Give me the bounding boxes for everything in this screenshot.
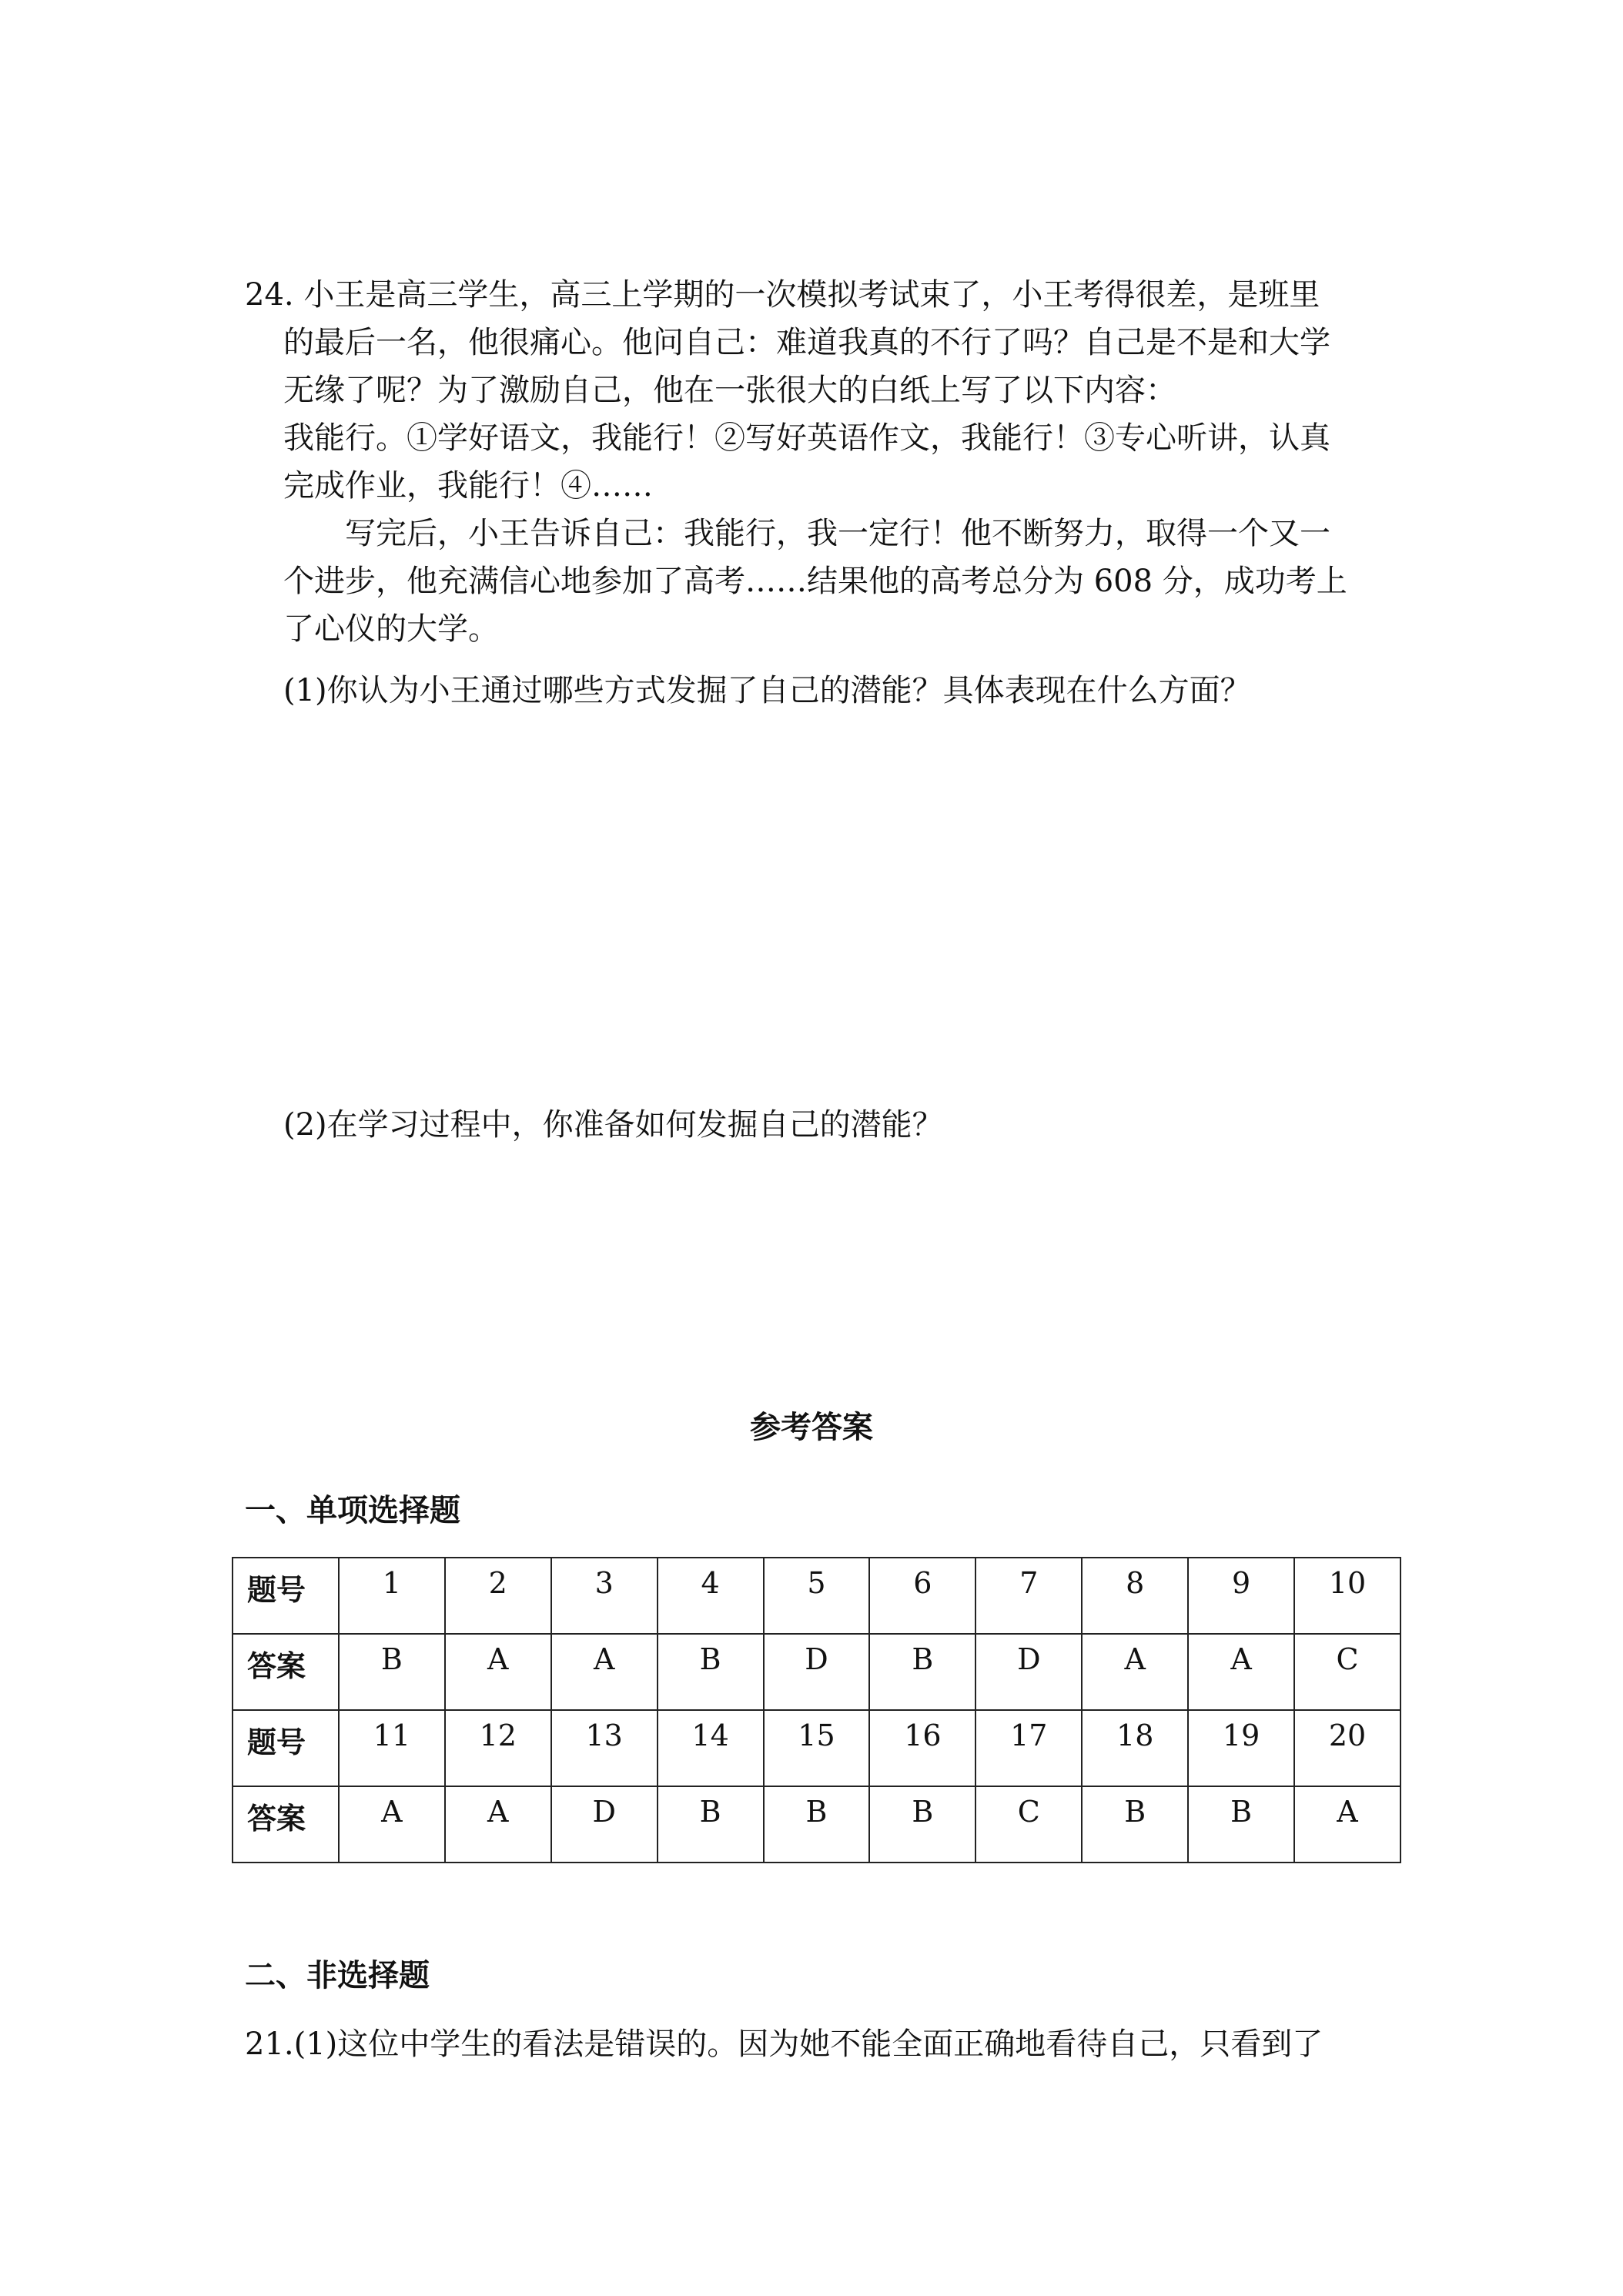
- answer-cell: C: [1294, 1634, 1400, 1710]
- answer-cell: A: [445, 1786, 551, 1863]
- answer-label-cell: 答案: [233, 1634, 339, 1710]
- question-number-cell: 9: [1188, 1558, 1294, 1634]
- question-number-cell: 13: [551, 1710, 658, 1786]
- answer-cell: B: [1082, 1786, 1188, 1863]
- table-row-numbers-1: [233, 1558, 1400, 1634]
- question-number-cell: 2: [445, 1558, 551, 1634]
- question-number-cell: 7: [975, 1558, 1082, 1634]
- answer-cell: B: [339, 1634, 445, 1710]
- question-number-cell: 1: [339, 1558, 445, 1634]
- question-number-cell: 8: [1082, 1558, 1188, 1634]
- question-number-cell: 16: [869, 1710, 975, 1786]
- answer-cell: C: [975, 1786, 1082, 1863]
- question-number-cell: 3: [551, 1558, 658, 1634]
- question-number-cell: 12: [445, 1710, 551, 1786]
- answer-cell: A: [1082, 1634, 1188, 1710]
- q24-line-6: 写完后，小王告诉自己：我能行，我一定行！他不断努力，取得一个又一: [345, 516, 1330, 551]
- answer-key-title: 参考答案: [750, 1410, 873, 1445]
- answer-cell: B: [1188, 1786, 1294, 1863]
- question-number-cell: 18: [1082, 1710, 1188, 1786]
- answer-cell: B: [869, 1634, 975, 1710]
- q24-line-1: 24. 小王是高三学生，高三上学期的一次模拟考试束了，小王考得很差，是班里: [245, 277, 1320, 313]
- number-label-cell: 题号: [233, 1710, 339, 1786]
- q24-subquestion-1-text: (1)你认为小王通过哪些方式发掘了自己的潜能？具体表现在什么方面？: [283, 673, 1251, 708]
- q21-answer-text: 21.(1)这位中学生的看法是错误的。因为她不能全面正确地看待自己，只看到了: [245, 2027, 1323, 2062]
- question-number-cell: 15: [764, 1710, 870, 1786]
- answer-cell: D: [975, 1634, 1082, 1710]
- question-24: [245, 271, 1400, 653]
- q24-line-2: 的最后一名，他很痛心。他问自己：难道我真的不行了吗？自己是不是和大学: [283, 325, 1330, 360]
- question-number-cell: 6: [869, 1558, 975, 1634]
- answer-cell: D: [551, 1786, 658, 1863]
- answer-label-cell: 答案: [233, 1786, 339, 1863]
- question-number-cell: 14: [658, 1710, 764, 1786]
- number-label-cell: 题号: [233, 1558, 339, 1634]
- section-1-heading: 一、单项选择题: [245, 1493, 460, 1528]
- q24-line-4: 我能行。①学好语文，我能行！②写好英语作文，我能行！③专心听讲，认真: [283, 420, 1330, 456]
- q24-line-3: 无缘了呢？为了激励自己，他在一张很大的白纸上写了以下内容：: [283, 373, 1176, 408]
- q24-subquestion-2: [283, 1101, 1438, 1149]
- table-row-answers-1: [233, 1634, 1400, 1710]
- question-number-cell: 10: [1294, 1558, 1400, 1634]
- answer-table: [232, 1557, 1401, 1863]
- question-number-cell: 20: [1294, 1710, 1400, 1786]
- question-number-cell: 4: [658, 1558, 764, 1634]
- question-number-cell: 11: [339, 1710, 445, 1786]
- q21-answer: [245, 2020, 1400, 2068]
- q24-line-7: 个进步，他充满信心地参加了高考……结果他的高考总分为 608 分，成功考上: [283, 564, 1347, 599]
- q24-subquestion-1: [283, 667, 1438, 715]
- table-row-numbers-2: [233, 1710, 1400, 1786]
- q24-line-5: 完成作业，我能行！④……: [283, 468, 653, 504]
- question-number-cell: 17: [975, 1710, 1082, 1786]
- question-number-cell: 19: [1188, 1710, 1294, 1786]
- answer-cell: A: [1294, 1786, 1400, 1863]
- answer-cell: B: [658, 1634, 764, 1710]
- q24-line-8: 了心仪的大学。: [283, 611, 499, 647]
- answer-cell: A: [551, 1634, 658, 1710]
- answer-cell: A: [1188, 1634, 1294, 1710]
- answer-cell: B: [658, 1786, 764, 1863]
- section-2-heading: 二、非选择题: [245, 1958, 430, 1993]
- answer-cell: B: [764, 1786, 870, 1863]
- table-row-answers-2: [233, 1786, 1400, 1863]
- answer-cell: A: [445, 1634, 551, 1710]
- answer-cell: B: [869, 1786, 975, 1863]
- answer-cell: A: [339, 1786, 445, 1863]
- q24-subquestion-2-text: (2)在学习过程中，你准备如何发掘自己的潜能？: [283, 1107, 943, 1143]
- answer-cell: D: [764, 1634, 870, 1710]
- question-number-cell: 5: [764, 1558, 870, 1634]
